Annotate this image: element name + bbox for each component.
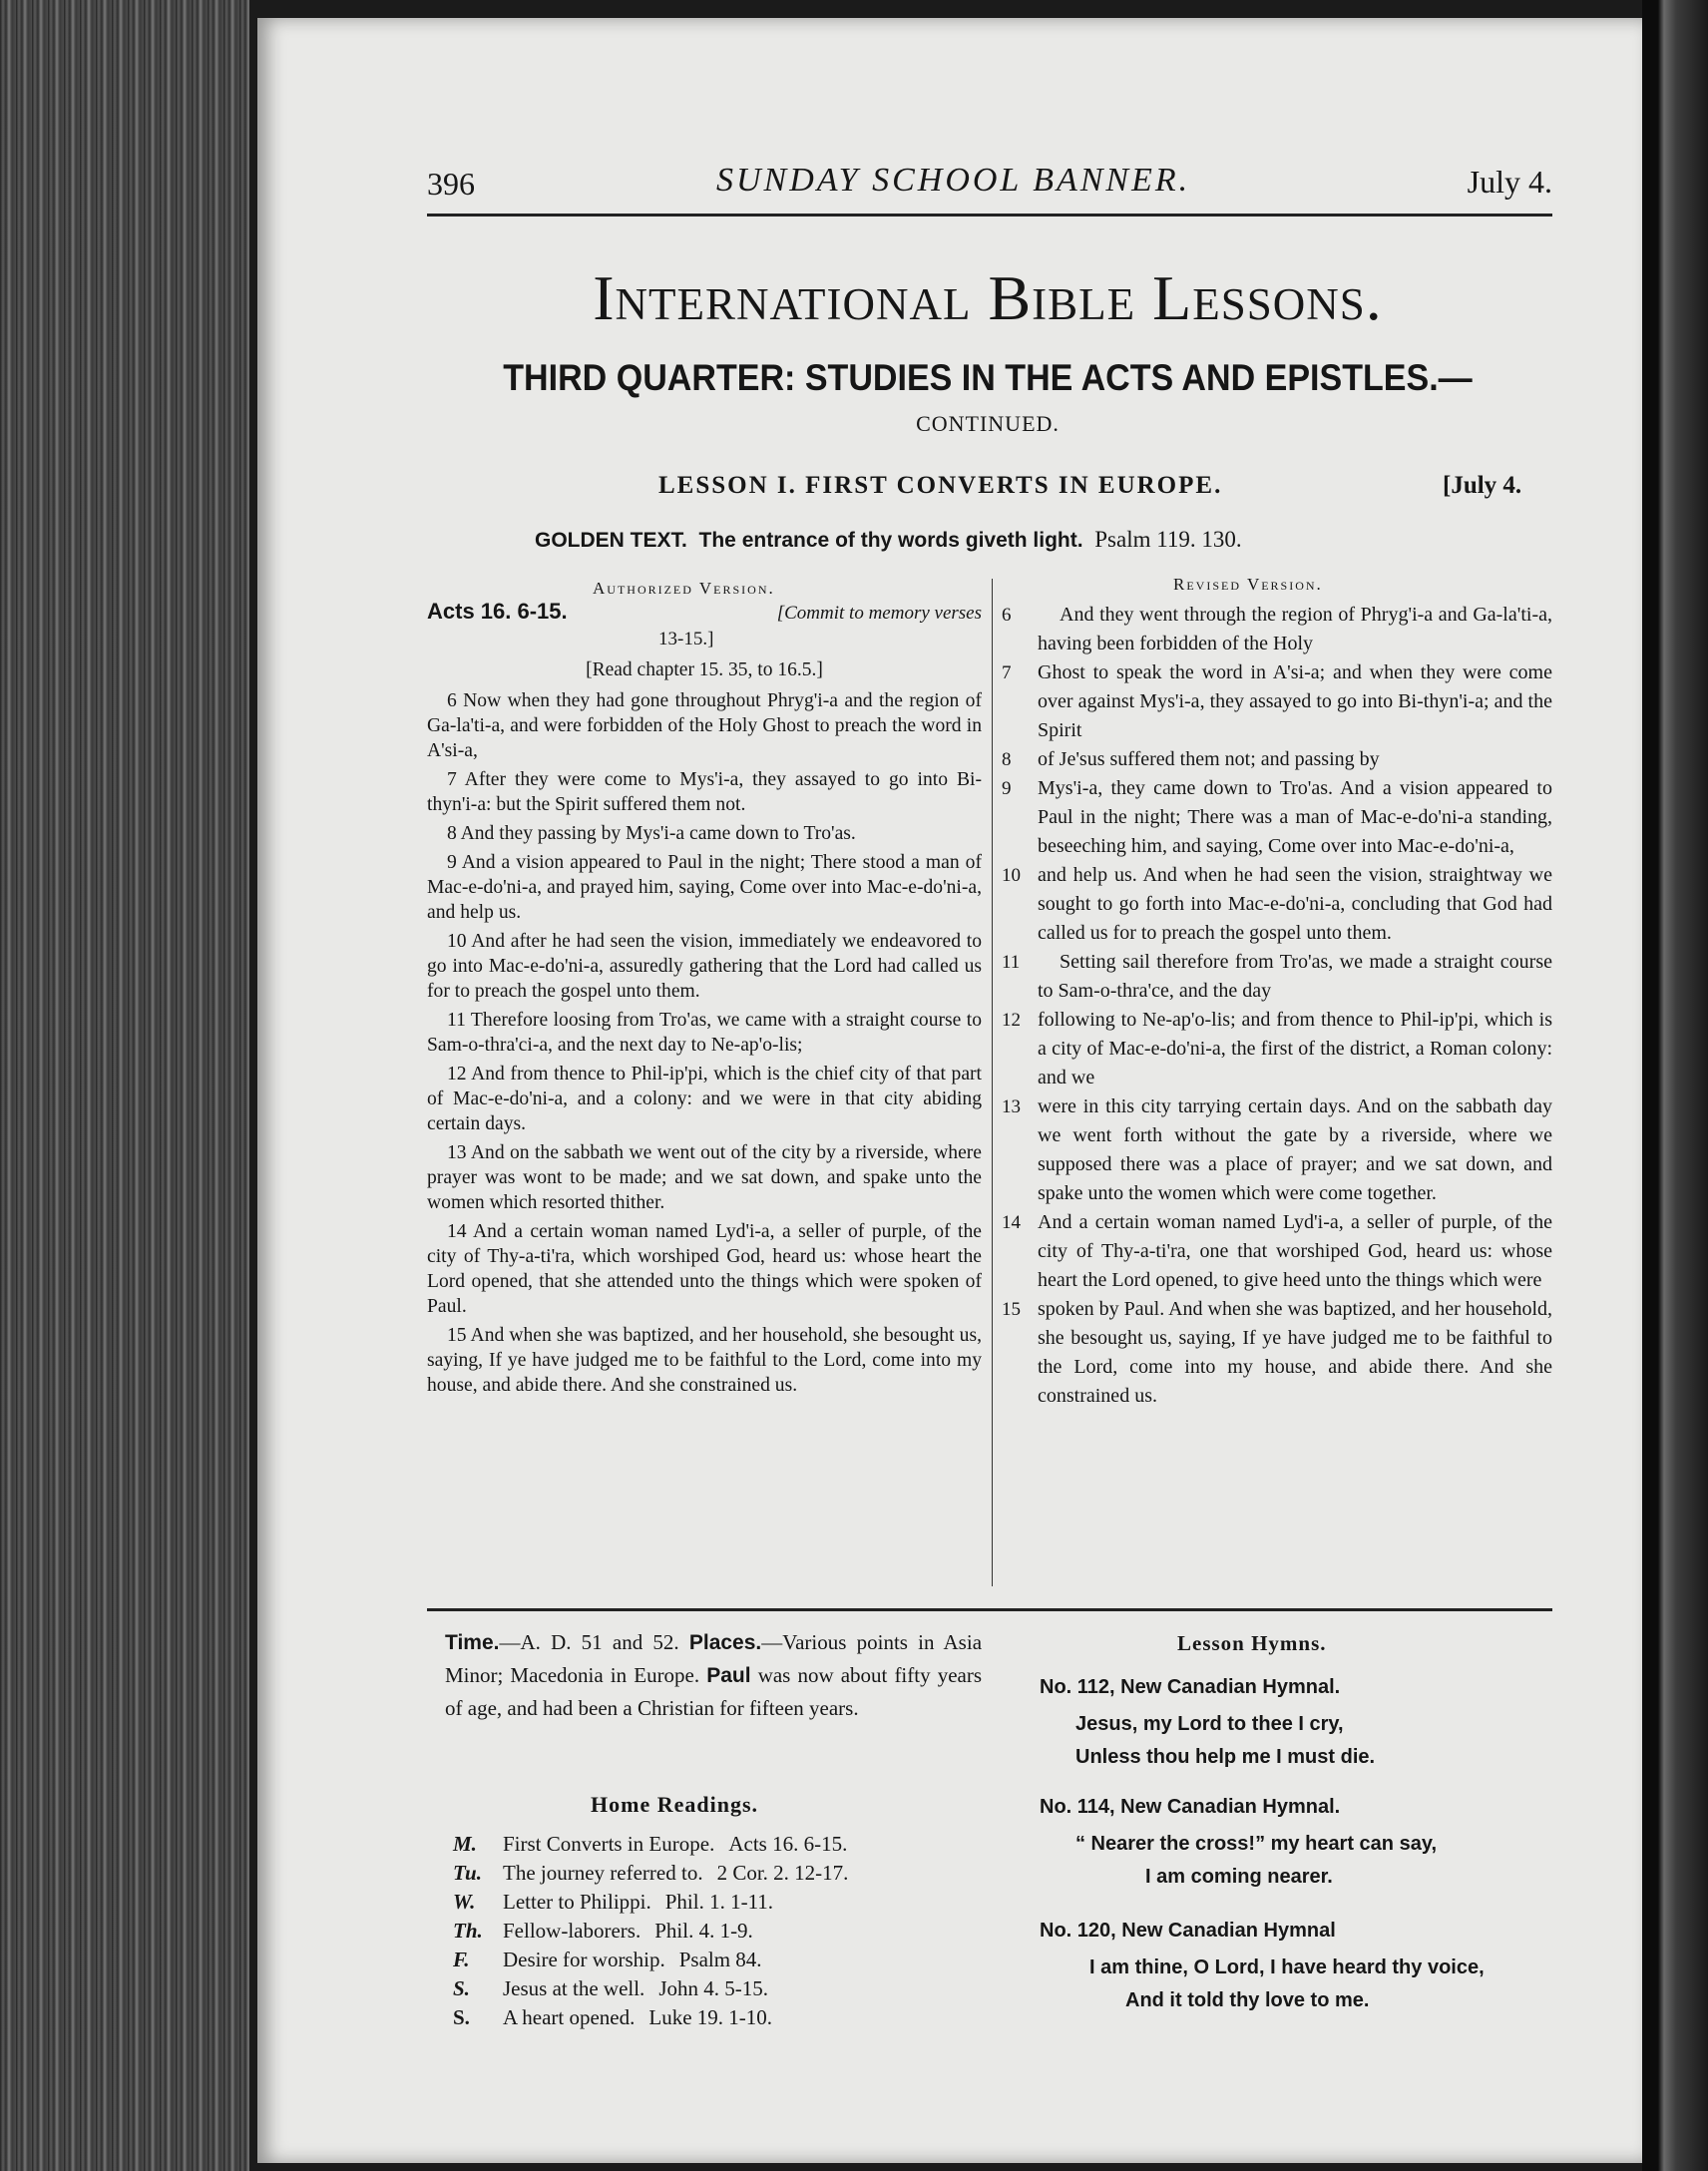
verse-number: 15 bbox=[1002, 1299, 1021, 1320]
paul-text: was now about fifty years of age, and had been a Christian for fifteen years. bbox=[445, 1663, 982, 1720]
continued-label: CONTINUED. bbox=[916, 411, 1060, 436]
reading-title: Fellow-laborers. bbox=[503, 1919, 641, 1943]
reading-day: W. bbox=[453, 1890, 476, 1914]
running-head bbox=[427, 158, 1552, 214]
verse-number: 14 bbox=[1002, 1212, 1021, 1233]
reading-day: F. bbox=[453, 1948, 470, 1971]
verse-number: 6 bbox=[1002, 605, 1012, 626]
revised-block bbox=[1002, 774, 1552, 861]
verse-number: 9 bbox=[1002, 778, 1012, 799]
revised-block bbox=[1002, 1006, 1552, 1092]
golden-text-label: GOLDEN TEXT. bbox=[535, 529, 687, 552]
hymn-number: No. 112, New Canadian Hymnal. bbox=[1040, 1676, 1341, 1698]
header-rule bbox=[427, 214, 1552, 217]
golden-text-body: The entrance of thy words giveth light. bbox=[698, 529, 1083, 552]
reading-row bbox=[451, 1917, 990, 1946]
hymn-line: “ Nearer the cross!” my heart can say, bbox=[1075, 1833, 1438, 1855]
reading-reference: Luke 19. 1-10. bbox=[648, 2005, 773, 2029]
revised-version-heading: Revised Version. bbox=[1173, 575, 1323, 594]
verse-15: 15 And when she was baptized, and her household, she besought us, saying, If ye have judged me to be faithful to the Lord, come into my house, and abide there. And she constrained us. bbox=[427, 1325, 982, 1396]
reading-note: [Read chapter 15. 35, to 16.5.] bbox=[586, 659, 823, 680]
hymn-number: No. 114, New Canadian Hymnal. bbox=[1040, 1796, 1341, 1818]
authorized-version-heading: Authorized Version. bbox=[593, 579, 775, 598]
time-label: Time. bbox=[445, 1631, 500, 1654]
facing-page-edge bbox=[1642, 0, 1708, 2171]
verse-7: 7 After they were come to Mys'i-a, they assayed to go into Bi-thyn'i-a: but the Spirit suffered them not. bbox=[427, 769, 982, 815]
revised-block bbox=[1002, 861, 1552, 948]
verse-number: 11 bbox=[1002, 952, 1021, 973]
publication-title: SUNDAY SCHOOL BANNER. bbox=[716, 162, 1191, 199]
reading-row bbox=[451, 1946, 990, 1974]
lesson-heading: LESSON I. FIRST CONVERTS IN EUROPE. bbox=[658, 472, 1223, 499]
verse-number: 7 bbox=[1002, 662, 1012, 683]
verse-number: 13 bbox=[1002, 1096, 1021, 1117]
reading-reference: 2 Cor. 2. 12-17. bbox=[716, 1861, 849, 1885]
book-spine-edges bbox=[0, 0, 249, 2171]
revised-text: And a certain woman named Lyd'i-a, a seller of purple, of the city of Thy-a-ti'ra, one that worshiped God, heard us: whose heart the Lord opened, to give heed unto the things which were bbox=[1038, 1211, 1552, 1291]
hymn-line: Jesus, my Lord to thee I cry, bbox=[1075, 1713, 1344, 1735]
hymn-114 bbox=[1040, 1796, 1558, 1889]
verse-8: 8 And they passing by Mys'i-a came down to Tro'as. bbox=[447, 823, 856, 844]
hymn-line: Unless thou help me I must die. bbox=[1075, 1746, 1376, 1768]
reading-title: A heart opened. bbox=[503, 2005, 636, 2029]
authorized-version-column bbox=[427, 599, 982, 1402]
page-number: 396 bbox=[427, 166, 475, 202]
revised-text: Ghost to speak the word in A'si-a; and when they were come over against Mys'i-a, they assayed to go into Bi-thyn'i-a; and the Spirit bbox=[1038, 661, 1552, 741]
time-text: —A. D. 51 and 52. bbox=[499, 1630, 679, 1654]
reading-row bbox=[451, 2003, 990, 2032]
reading-title: Letter to Philippi. bbox=[503, 1890, 651, 1914]
reading-day: M. bbox=[453, 1832, 477, 1856]
memory-verses-note-cont: 13-15.] bbox=[658, 629, 714, 650]
reading-title: The journey referred to. bbox=[503, 1861, 703, 1885]
paul-label: Paul bbox=[706, 1664, 751, 1687]
time-places-note bbox=[445, 1626, 982, 1724]
memory-verses-note: [Commit to memory verses bbox=[776, 603, 982, 624]
reading-reference: Phil. 1. 1-11. bbox=[664, 1890, 774, 1914]
revised-text: and help us. And when he had seen the vision, straightway we sought to go forth into Mac-e-do'ni-a, concluding that God had called us for to preach the gospel unto them. bbox=[1038, 864, 1552, 944]
reading-day: Tu. bbox=[453, 1861, 482, 1885]
reading-row bbox=[451, 1888, 990, 1917]
verse-12: 12 And from thence to Phil-ip'pi, which is the chief city of that part of Mac-e-do'ni-a, and a colony: and we were in that city abiding certain days. bbox=[427, 1064, 982, 1134]
verse-number: 10 bbox=[1002, 865, 1021, 886]
revised-block bbox=[1002, 1208, 1552, 1295]
verse-10: 10 And after he had seen the vision, immediately we endeavored to go into Mac-e-do'ni-a, assuredly gathering that the Lord had called us for to preach the gospel unto them. bbox=[427, 931, 982, 1002]
revised-text: And they went through the region of Phryg'i-a and Ga-la'ti-a, having been forbidden of the Holy bbox=[1038, 604, 1552, 654]
verse-6: 6 Now when they had gone throughout Phryg'i-a and the region of Ga-la'ti-a, and were forbidden of the Holy Ghost to preach the word in A'si-a, bbox=[427, 690, 982, 761]
verse-11: 11 Therefore loosing from Tro'as, we came with a straight course to Sam-o-thra'ci-a, and the next day to Ne-ap'o-lis; bbox=[427, 1010, 982, 1056]
header-date: July 4. bbox=[1467, 164, 1552, 200]
golden-text bbox=[535, 527, 1242, 553]
lesson-hymns-title: Lesson Hymns. bbox=[1177, 1631, 1327, 1655]
reading-row bbox=[451, 1859, 990, 1888]
revised-text: were in this city tarrying certain days. And on the sabbath day we went forth without the gate by a riverside, where we supposed there was a place of prayer; and we sat down, and spake unto the women which were come together. bbox=[1038, 1095, 1552, 1204]
main-title: International Bible Lessons. bbox=[593, 262, 1383, 333]
column-divider bbox=[992, 579, 993, 1586]
revised-text: spoken by Paul. And when she was baptized, and her household, she besought us, saying, If ye have judged me to be faithful to the Lord, come into my house, and abide there. And she constrained us. bbox=[1038, 1298, 1553, 1407]
reading-reference: Psalm 84. bbox=[678, 1948, 762, 1971]
golden-text-reference: Psalm 119. 130. bbox=[1094, 527, 1242, 552]
places-text: —Various points in Asia Minor; Macedonia in Europe. bbox=[445, 1630, 983, 1687]
hymn-line: And it told thy love to me. bbox=[1125, 1989, 1370, 2011]
home-readings-list bbox=[451, 1830, 990, 2032]
reading-row bbox=[451, 1830, 990, 1859]
reading-reference: John 4. 5-15. bbox=[658, 1976, 768, 2000]
section-rule bbox=[427, 1608, 1552, 1611]
verse-number: 12 bbox=[1002, 1010, 1021, 1031]
revised-text: following to Ne-ap'o-lis; and from thence to Phil-ip'pi, which is a city of Mac-e-do'ni-a, the first of the district, a Roman colony: and we bbox=[1038, 1009, 1552, 1088]
revised-text: Mys'i-a, they came down to Tro'as. And a vision appeared to Paul in the night; There was a man of Mac-e-do'ni-a standing, beseeching him, and saying, Come over into Mac-e-do'ni-a, bbox=[1038, 777, 1552, 857]
hymn-line: I am coming nearer. bbox=[1145, 1866, 1333, 1888]
reading-title: Desire for worship. bbox=[503, 1948, 665, 1971]
scripture-reference: Acts 16. 6-15. bbox=[427, 599, 568, 624]
verse-13: 13 And on the sabbath we went out of the city by a riverside, where prayer was wont to be made; and we sat down, and spake unto the women which resorted thither. bbox=[427, 1142, 982, 1213]
hymn-120 bbox=[1040, 1920, 1558, 2012]
hymn-number: No. 120, New Canadian Hymnal bbox=[1040, 1920, 1336, 1942]
places-label: Places. bbox=[688, 1631, 762, 1654]
reading-row bbox=[451, 1974, 990, 2003]
reading-day: S. bbox=[453, 2005, 470, 2029]
revised-block bbox=[1002, 745, 1552, 774]
home-readings-title: Home Readings. bbox=[591, 1792, 758, 1817]
reading-day: S. bbox=[453, 1976, 470, 2000]
revised-block bbox=[1002, 1092, 1552, 1208]
hymn-line: I am thine, O Lord, I have heard thy voice, bbox=[1089, 1956, 1485, 1978]
reading-title: First Converts in Europe. bbox=[503, 1832, 715, 1856]
reading-reference: Acts 16. 6-15. bbox=[728, 1832, 848, 1856]
revised-block bbox=[1002, 601, 1552, 658]
revised-text: Setting sail therefore from Tro'as, we made a straight course to Sam-o-thra'ce, and the day bbox=[1038, 951, 1552, 1002]
reading-title: Jesus at the well. bbox=[503, 1976, 645, 2000]
revised-block bbox=[1002, 658, 1552, 745]
lesson-date: [July 4. bbox=[1443, 472, 1522, 499]
verse-9: 9 And a vision appeared to Paul in the night; There stood a man of Mac-e-do'ni-a, and prayed him, saying, Come over into Mac-e-do'ni-a, and help us. bbox=[427, 852, 982, 923]
verse-14: 14 And a certain woman named Lyd'i-a, a seller of purple, of the city of Thy-a-ti'ra, which worshiped God, heard us: whose heart the Lord opened, that she attended unto the things which were spoken of Paul. bbox=[427, 1221, 982, 1317]
revised-block bbox=[1002, 1295, 1552, 1411]
revised-version-column bbox=[1002, 601, 1552, 1411]
hymn-112 bbox=[1040, 1676, 1558, 1769]
revised-block bbox=[1002, 948, 1552, 1006]
reading-reference: Phil. 4. 1-9. bbox=[654, 1919, 753, 1943]
verse-number: 8 bbox=[1002, 749, 1012, 770]
revised-text: of Je'sus suffered them not; and passing by bbox=[1038, 748, 1380, 770]
quarter-subtitle: THIRD QUARTER: STUDIES IN THE ACTS AND EPISTLES.— bbox=[503, 357, 1473, 398]
reading-day: Th. bbox=[453, 1919, 483, 1943]
